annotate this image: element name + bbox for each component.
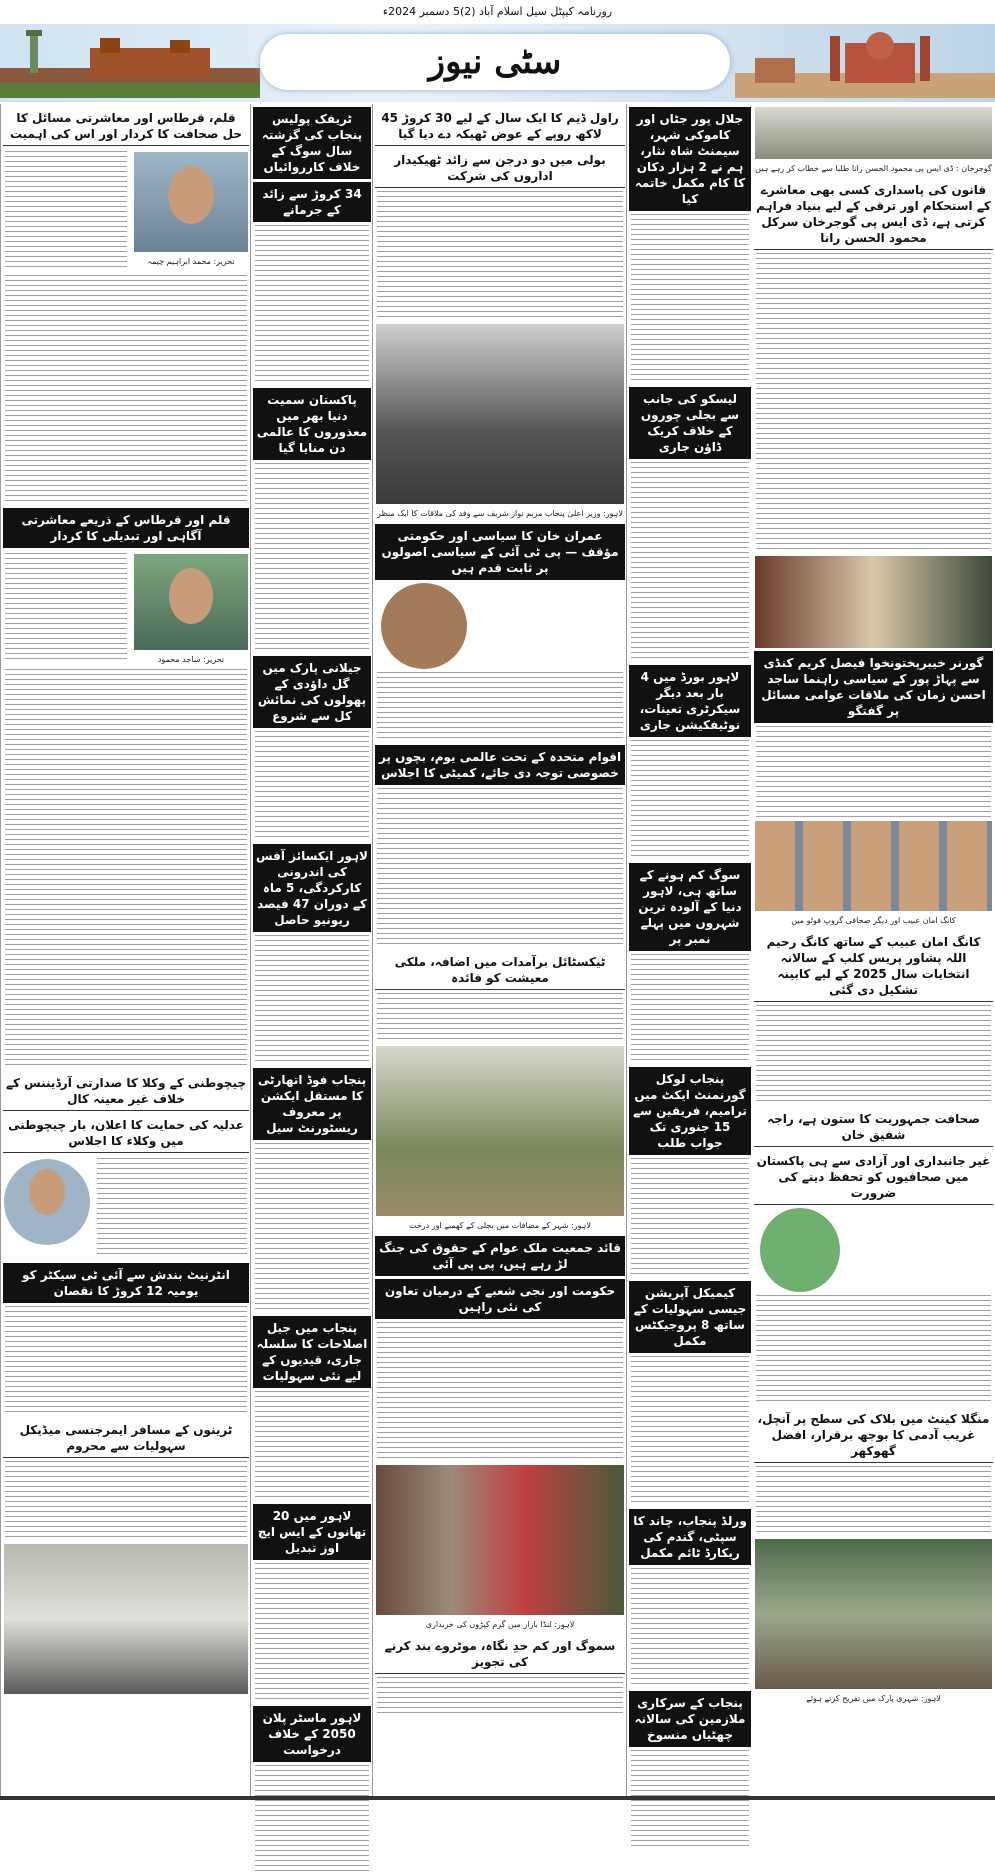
article-body bbox=[377, 788, 623, 948]
imran-khan-portrait bbox=[381, 583, 467, 669]
park-visitors-photo bbox=[755, 1539, 992, 1689]
column-2 bbox=[626, 104, 753, 1796]
article-body bbox=[756, 1466, 991, 1536]
article-body bbox=[631, 462, 749, 662]
powerline-trees-photo bbox=[376, 1046, 624, 1216]
press-club-portraits bbox=[755, 821, 992, 911]
column-1 bbox=[752, 104, 995, 1796]
article-body bbox=[756, 253, 991, 553]
article-body bbox=[756, 1295, 991, 1405]
article-body bbox=[631, 1568, 749, 1688]
article-body bbox=[631, 740, 749, 860]
article-body bbox=[756, 1005, 991, 1105]
headline: پنجاب لوکل گورنمنٹ ایکٹ میں ترامیم، فریقین سے 15 جنوری تک جواب طلب bbox=[629, 1067, 751, 1155]
article-body bbox=[5, 275, 247, 505]
headline: لاہور بورڈ میں 4 بار بعد دیگر سیکرٹری تعینات، نوٹیفکیشن جاری bbox=[629, 665, 751, 737]
article-body bbox=[377, 993, 623, 1043]
headline: راول ڈیم کا ایک سال کے لیے 30 کروڑ 45 لاکھ روپے کے عوض ٹھیکہ دے دیا گیا bbox=[375, 107, 625, 146]
article-body bbox=[255, 1563, 369, 1703]
headline: سوگ کم ہونے کے ساتھ ہی، لاہور دنیا کے آلودہ ترین شہروں میں پہلے نمبر پر bbox=[629, 863, 751, 951]
delegation-group-photo bbox=[376, 324, 624, 504]
headline: عمران خان کا سیاسی اور حکومتی مؤقف — پی ٹی آئی کے سیاسی اصولوں پر ثابت قدم ہیں bbox=[375, 524, 625, 580]
article-body bbox=[756, 726, 991, 818]
headline: لاہور میں 20 تھانوں کے ایس ایچ اوز تبدیل bbox=[253, 1504, 371, 1560]
article-body bbox=[97, 1158, 247, 1258]
headline: صحافت جمہوریت کا ستون ہے، راجہ شفیق خان bbox=[754, 1108, 993, 1147]
headline: سموگ اور کم حدِ نگاہ، موٹروے بند کرنے کی تجویز bbox=[375, 1635, 625, 1674]
photo-caption: کانگ امان عبیب اور دیگر صحافی گروپ فوٹو میں bbox=[791, 916, 956, 925]
headline: اقوام متحدہ کے تحت عالمی یوم، بچوں پر خصوصی توجہ دی جائے، کمیٹی کا اجلاس bbox=[375, 745, 625, 785]
headline: چیچوطنی کے وکلا کا صدارتی آرڈیننس کے خلاف غیر معینہ کال bbox=[3, 1072, 249, 1111]
subheadline: عدلیہ کی حمایت کا اعلان، بار چیچوطنی میں وکلاء کا اجلاس bbox=[3, 1114, 249, 1153]
column-3 bbox=[372, 104, 627, 1796]
headline: جلال پور جٹاں اور کاموکی شہر، سیمنٹ شاہ نثار، ہم نے 2 ہزار دکان کا کام مکمل خاتمہ کیا bbox=[629, 107, 751, 211]
subheadline: بولی میں دو درجن سے زائد ٹھیکیدار اداروں کی شرکت bbox=[375, 149, 625, 188]
headline: قلم، قرطاس اور معاشرتی مسائل کا حل صحافت کا کردار اور اس کی اہمیت bbox=[3, 107, 249, 146]
article-body bbox=[255, 1765, 369, 1875]
article-body bbox=[377, 1322, 623, 1462]
article-body bbox=[5, 1306, 247, 1416]
article-body bbox=[255, 1143, 369, 1313]
photo-caption: گوجرخان : ڈی ایس پی محمود الحسن رانا طلبا سے خطاب کر رہے ہیں bbox=[755, 164, 992, 173]
article-body bbox=[255, 731, 369, 841]
photo-caption: لاہور: وزیر اعلیٰ پنجاب مریم نواز شریف سے وفد کی ملاقات کا ایک منظر bbox=[377, 509, 623, 518]
column-4 bbox=[250, 104, 373, 1796]
headline: کیمیکل آپریشن جیسی سہولیات کے ساتھ 8 پروجیکٹس مکمل bbox=[629, 1281, 751, 1353]
photo-caption: لاہور: لنڈا بازار میں گرم کپڑوں کی خریداری bbox=[425, 1620, 575, 1629]
article-body bbox=[255, 935, 369, 1065]
headline: لاہور ایکسائز آفس کی اندرونی کارکردگی، 5 ماہ کے دوران 47 فیصد ریونیو حاصل bbox=[253, 844, 371, 932]
article-body bbox=[5, 151, 127, 271]
article-body bbox=[377, 672, 623, 742]
headline: قانون کی پاسداری کسی بھی معاشرے کے استحکام اور ترقی کے لیے بنیاد فراہم کرتی ہے، ڈی ایس پی گوجرخان سرکل محمود الحسن رانا bbox=[754, 179, 993, 250]
subheadline: 34 کروڑ سے زائد کے جرمانے bbox=[253, 182, 371, 222]
author-portrait bbox=[134, 554, 248, 650]
masthead-banner bbox=[0, 24, 995, 102]
governor-meeting-photo bbox=[755, 556, 992, 648]
author-portrait bbox=[134, 152, 248, 252]
article-body bbox=[377, 1677, 623, 1717]
lawyer-portrait bbox=[4, 1159, 90, 1245]
headline: حکومت اور نجی شعبے کے درمیان تعاون کی نئی راہیں bbox=[375, 1279, 625, 1319]
article-body bbox=[255, 1391, 369, 1501]
headline: پنجاب فوڈ اتھارٹی کا مستقل ایکشن پر معروف ریسٹورنٹ سیل bbox=[253, 1068, 371, 1140]
badshahi-mosque-image bbox=[735, 28, 995, 98]
raja-shafiq-portrait bbox=[760, 1208, 840, 1292]
byline: تحریر: ساجد محمود bbox=[157, 655, 225, 664]
article-body bbox=[631, 214, 749, 384]
article-body bbox=[5, 669, 247, 1069]
article-body bbox=[631, 1750, 749, 1850]
headline: قائد جمعیت ملک عوام کے حقوق کی جنگ لڑ رہے ہیں، پی پی آئی bbox=[375, 1236, 625, 1276]
headline: جیلانی پارک میں گل داؤدی کے پھولوں کی نمائش کل سے شروع bbox=[253, 656, 371, 728]
city-skyline-left-image bbox=[0, 28, 260, 98]
headline: منگلا کینٹ میں بلاک کی سطح پر آنچل، غریب آدمی کا بوجھ برقرار، افضل گھوکھر bbox=[754, 1408, 993, 1463]
headline: گورنر خیبرپختونخوا فیصل کریم کنڈی سے پہاڑ پور کے سیاسی راہنما ساجد احسن زمان کی ملاقات عوامی مسائل پر گفتگو bbox=[754, 651, 993, 723]
article-body bbox=[377, 191, 623, 321]
article-body bbox=[5, 553, 127, 663]
byline: تحریر: محمد ابراہیم چیمہ bbox=[147, 257, 235, 266]
page-bottom-rule bbox=[0, 1796, 995, 1800]
headline: انٹرنیٹ بندش سے آئی ٹی سیکٹر کو یومیہ 12 کروڑ کا نقصان bbox=[3, 1263, 249, 1303]
headline: لیسکو کی جانب سے بجلی چوروں کے خلاف کریک ڈاؤن جاری bbox=[629, 387, 751, 459]
subheadline: غیر جانبداری اور آزادی سے ہی پاکستان میں صحافیوں کو تحفظ دینے کی ضرورت bbox=[754, 1150, 993, 1205]
smog-motorcycles-photo bbox=[4, 1544, 248, 1694]
column-5 bbox=[0, 104, 251, 1796]
article-body bbox=[5, 1461, 247, 1541]
masthead-title: سٹی نیوز bbox=[260, 34, 730, 90]
photo-caption: لاہور: شہر کے مضافات میں بجلی کے کھمبے اور درخت bbox=[409, 1221, 591, 1230]
article-body bbox=[255, 463, 369, 653]
headline: پنجاب میں جیل اصلاحات کا سلسلہ جاری، قیدیوں کے لیے نئی سہولیات bbox=[253, 1316, 371, 1388]
headline: پاکستان سمیت دنیا بھر میں معذوروں کا عالمی دن منایا گیا bbox=[253, 388, 371, 460]
headline: کانگ امان عبیب کے ساتھ کانگ رحیم اللہ پشاور پریس کلب کے سالانہ انتخابات سال 2025 کے لیے کابینہ تشکیل دی گئی bbox=[754, 931, 993, 1002]
dateline: روزنامہ کیپٹل سیل اسلام آباد (2)5 دسمبر 2024ء bbox=[382, 5, 613, 18]
used-clothes-market-photo bbox=[376, 1465, 624, 1615]
students-photo bbox=[755, 107, 992, 159]
headline: پنجاب کے سرکاری ملازمین کی سالانہ چھٹیاں منسوخ bbox=[629, 1691, 751, 1747]
article-body bbox=[631, 954, 749, 1064]
headline: ٹرینوں کے مسافر ایمرجنسی میڈیکل سہولیات سے محروم bbox=[3, 1419, 249, 1458]
headline: لاہور ماسٹر پلان 2050 کے خلاف درخواست bbox=[253, 1706, 371, 1762]
headline: ٹریفک پولیس پنجاب کی گزشتہ سال سوگ کے خلاف کارروائیاں bbox=[253, 107, 371, 179]
headline: ورلڈ پنجاب، چاند کا سپٹی، گندم کی ریکارڈ ٹائم مکمل bbox=[629, 1509, 751, 1565]
photo-caption: لاہور: شہری پارک میں تفریح کرتے ہوئے bbox=[806, 1694, 941, 1703]
headline: قلم اور قرطاس کے ذریعے معاشرتی آگاہی اور تبدیلی کا کردار bbox=[3, 508, 249, 548]
article-body bbox=[255, 225, 369, 385]
article-body bbox=[631, 1356, 749, 1506]
article-body bbox=[631, 1158, 749, 1278]
headline: ٹیکسٹائل برآمدات میں اضافہ، ملکی معیشت کو فائدہ bbox=[375, 951, 625, 990]
